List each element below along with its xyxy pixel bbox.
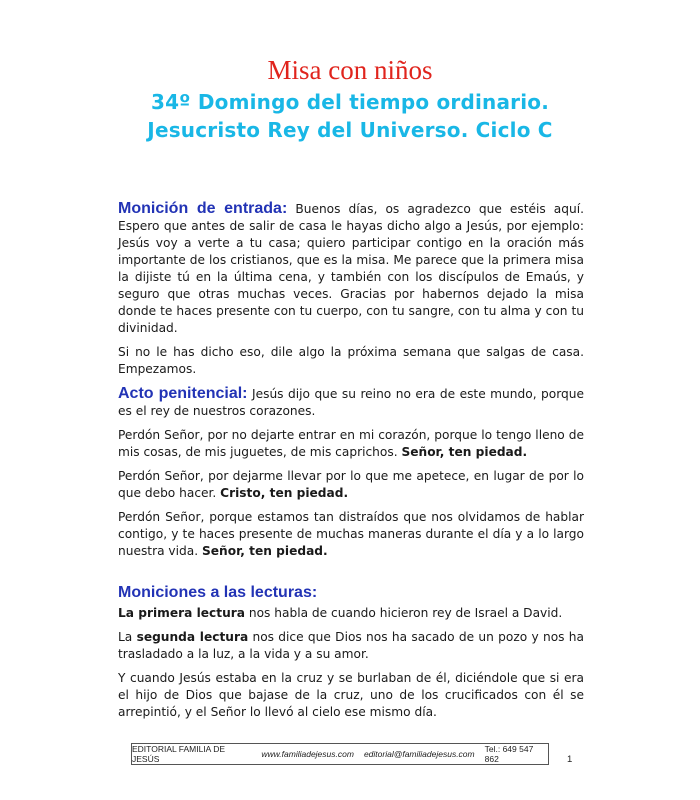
primera-lectura-paragraph [118,605,584,622]
penitencial-item [118,468,584,502]
penitencial-item-text: Perdón Señor, por dejarme llevar por lo que me apetece, en lugar de por lo que debo hacer. [118,469,584,500]
monicion-entrada-paragraph-2 [118,344,584,378]
primera-lectura-text: nos habla de cuando hicieron rey de Israel a David. [248,606,563,620]
moniciones-lecturas-heading: Moniciones a las lecturas: [118,584,318,601]
evangelio-text: Y cuando Jesús estaba en la cruz y se burlaban de él, diciéndole que si era el hijo de Dios que bajase de la cruz, uno de los crucificados con él se arrepintió, y el Señor lo llevó al cielo ese mismo día. [118,671,584,719]
footer-box [131,743,549,765]
segunda-lectura-text: nos dice que Dios nos ha sacado de un pozo y nos ha trasladado a la luz, a la vida y a su amor. [118,630,584,661]
monicion-entrada-heading: Monición de entrada: [118,200,288,217]
penitencial-item-response: Señor, ten piedad. [401,445,528,459]
document-body [118,200,584,728]
evangelio-paragraph [118,670,584,721]
page-title: Misa con niños [267,55,433,85]
page-subtitle-line2: Jesucristo Rey del Universo. Ciclo C [147,118,553,142]
acto-penitencial-intro: Jesús dijo que su reino no era de este mundo, porque es el rey de nuestros corazones. [118,387,584,418]
monicion-entrada-paragraph [118,200,584,337]
penitencial-item-text: Perdón Señor, porque estamos tan distraídos que nos olvidamos de hablar contigo, y te haces presente de muchas maneras durante el día y a lo largo nuestra vida. [118,510,584,558]
segunda-lectura-prefix: La [118,630,133,644]
page-number: 1 [567,754,573,765]
penitencial-item-response: Señor, ten piedad. [201,544,328,558]
monicion-entrada-text: Buenos días, os agradezco que estéis aquí. Espero que antes de salir de casa le hayas dicho algo a Jesús, por ejemplo: Jesús voy a verte a tu casa; quiero participar contigo en la oración más importante de los cristianos, que es la misa. Me parece que la primera misa la dijiste tú en la última cena, y también con los discípulos de Emaús, y seguro que otras muchas veces. Gracias por habernos dejado la misa donde te haces presente con tu cuerpo, con tu sangre, con tu alma y con tu divinidad. [118,202,585,335]
footer-publisher: EDITORIAL FAMILIA DE JESÚS [132,744,226,764]
penitencial-item-response: Cristo, ten piedad. [220,486,349,500]
primera-lectura-label: La primera lectura [118,606,245,620]
acto-penitencial-paragraph [118,385,584,420]
penitencial-item [118,509,584,560]
segunda-lectura-label: segunda lectura [136,630,249,644]
acto-penitencial-heading: Acto penitencial: [118,385,248,402]
penitencial-item [118,427,584,461]
penitencial-item-text: Perdón Señor, por no dejarte entrar en mi corazón, porque lo tengo lleno de mis cosas, de mis juguetes, de mis caprichos. [118,428,584,459]
page-subtitle-line1: 34º Domingo del tiempo ordinario. [150,90,550,114]
footer-phone: Tel.: 649 547 862 [484,744,534,764]
footer-email: editorial@familiadejesus.com [363,749,475,759]
monicion-entrada-text-2: Si no le has dicho eso, dile algo la próxima semana que salgas de casa. Empezamos. [118,345,584,376]
footer-website: www.familiadejesus.com [261,749,354,759]
segunda-lectura-paragraph [118,629,584,663]
